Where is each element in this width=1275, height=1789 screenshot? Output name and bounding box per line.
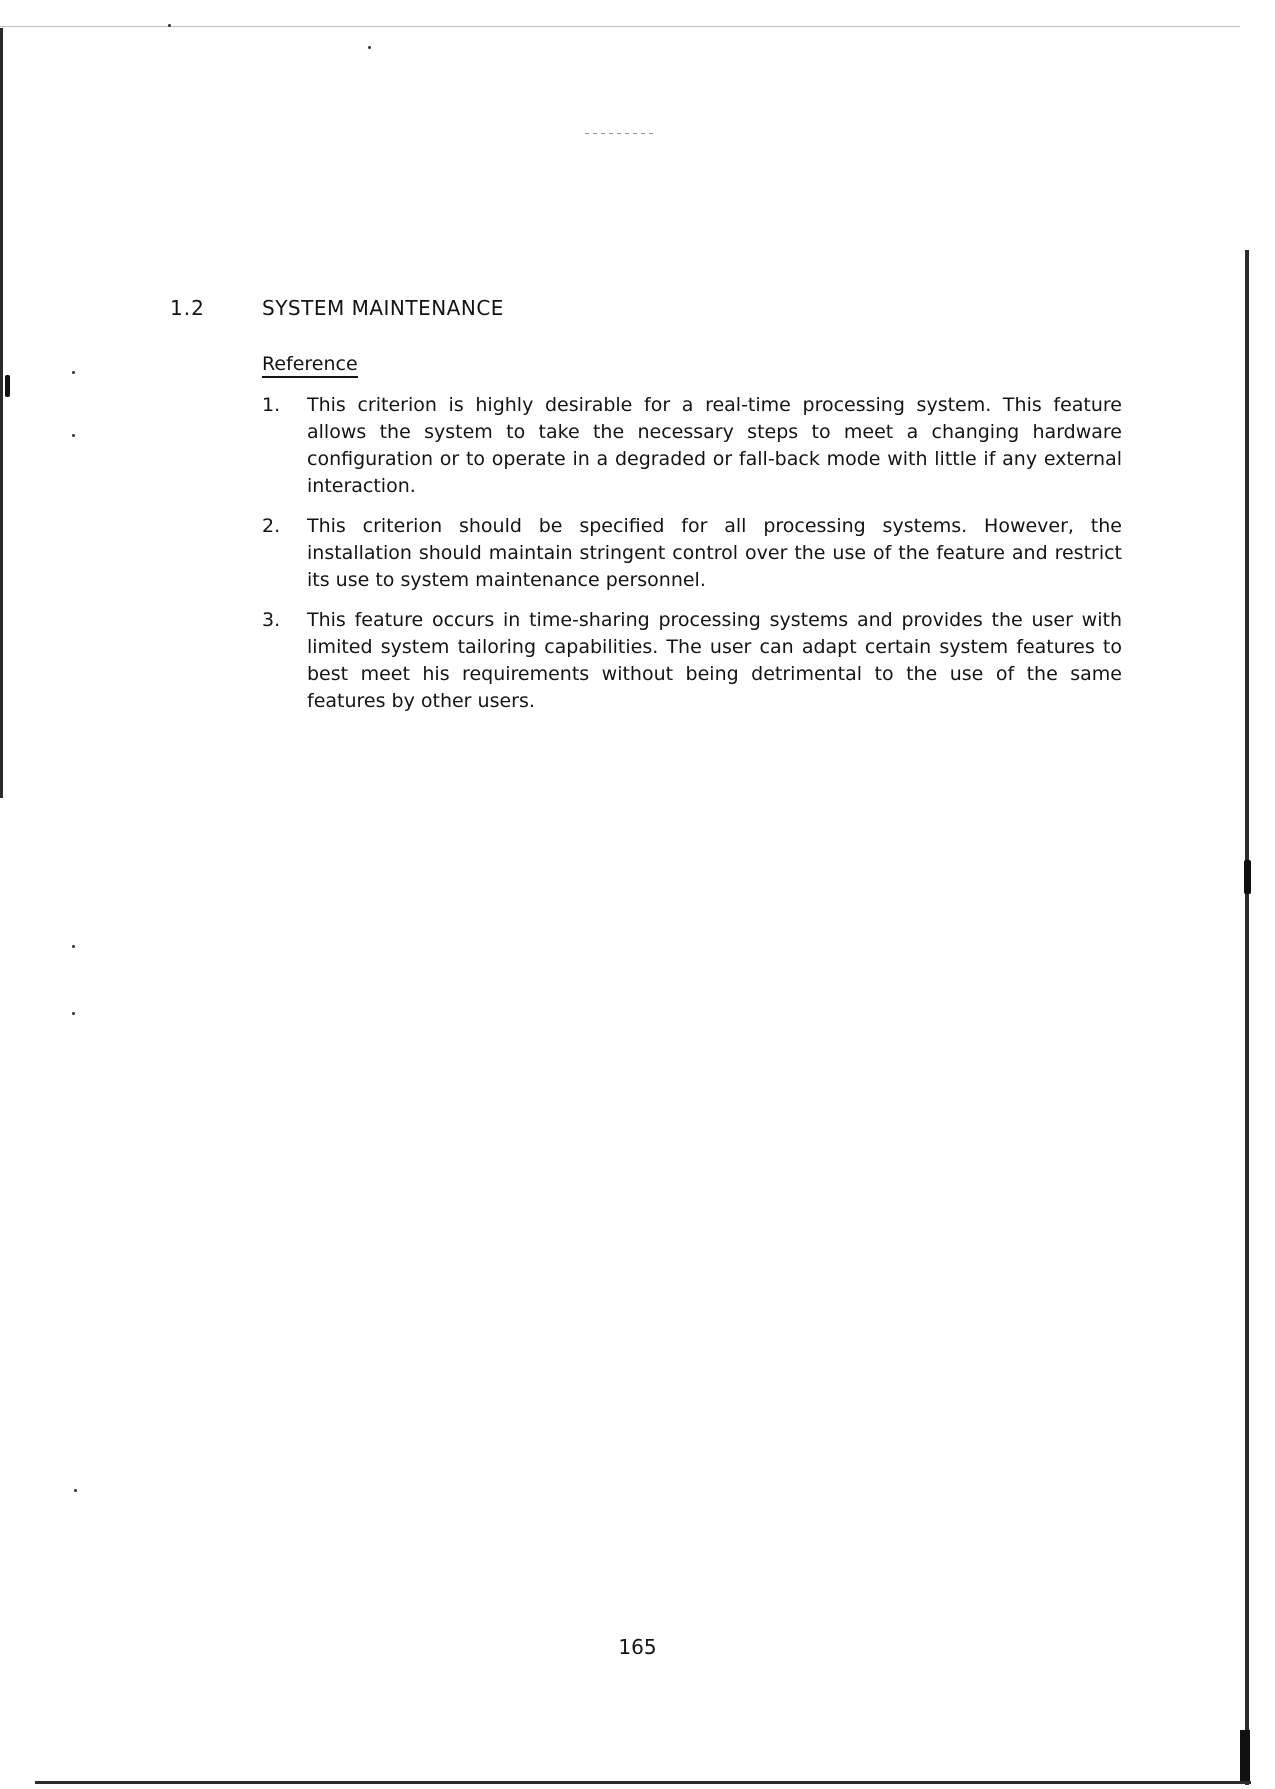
section-number: 1.2 [170,296,205,320]
scan-dot [74,1489,77,1492]
item-text: This feature occurs in time-sharing processing systems and provides the user with limited system tailoring capabilities. The user can adapt certain system features to best meet his requirements without being detrimental to the use of the same features by other users. [307,609,1122,712]
scan-mark-right-bottom [1240,1730,1250,1782]
scan-mark-left [5,375,10,397]
scan-dot [72,945,75,948]
section-title: SYSTEM MAINTENANCE [262,296,504,320]
item-text: This criterion is highly desirable for a real-time processing system. This feature allows the system to take the necessary steps to meet a changing hardware configuration or to operate in a degraded or fall-back mode with little if any external interaction. [307,394,1122,497]
scan-speck-line [585,133,655,134]
page-number: 165 [618,1635,657,1659]
item-number: 1. [262,394,281,416]
scan-dot [72,1012,75,1015]
item-number: 2. [262,515,281,537]
item-number: 3. [262,609,281,631]
list-item [262,513,1122,594]
scan-dot [168,24,171,27]
list-item [262,392,1122,500]
list-item [262,607,1122,715]
reference-list [262,392,1122,728]
scan-dot [72,434,75,437]
item-text: This criterion should be specified for all processing systems. However, the installation should maintain stringent control over the use of the feature and restrict its use to system maintenance personnel. [307,515,1122,591]
scan-dot [72,371,75,374]
scan-edge-top [0,26,1240,27]
scan-dot [368,46,371,49]
scan-mark-right [1244,860,1251,894]
scan-edge-left [0,28,3,798]
scan-edge-bottom [35,1781,1251,1784]
reference-label: Reference [262,353,358,378]
scan-edge-right [1245,250,1249,1785]
